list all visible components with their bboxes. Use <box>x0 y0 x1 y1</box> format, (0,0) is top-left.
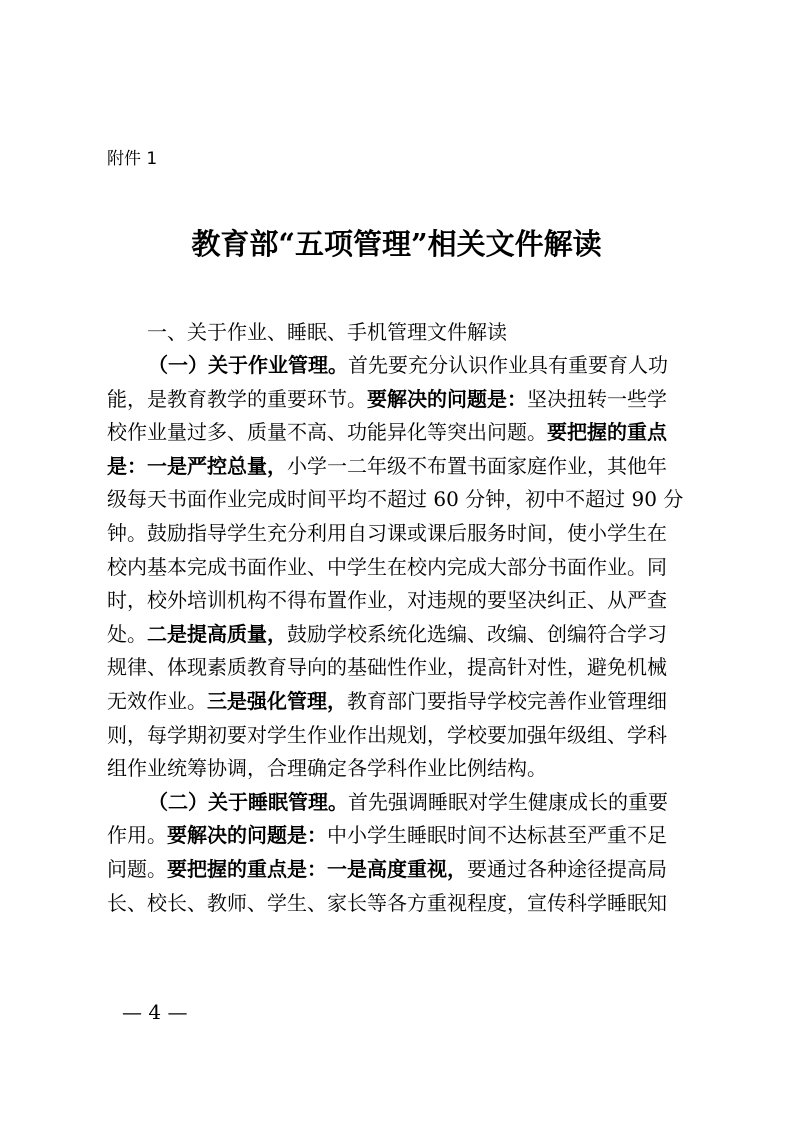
document-title: 教育部“五项管理”相关文件解读 <box>191 227 602 261</box>
body-line <box>107 483 693 517</box>
body-line <box>107 416 693 450</box>
text-run: 作用。 <box>107 823 167 848</box>
bold-run: 要解决的问题是： <box>167 823 327 848</box>
text-run: 坚决扭转一些学 <box>527 386 667 411</box>
text-run: 首先要充分认识作业具有重要育人功 <box>348 353 668 377</box>
bold-run: 二是提高质量， <box>147 621 287 646</box>
body-text <box>107 349 693 920</box>
body-line <box>107 752 693 786</box>
text-run: 则，每学期初要对学生作业作出规划，学校要加强年级组、学科 <box>107 722 667 747</box>
body-line <box>107 651 693 685</box>
body-line <box>107 853 693 887</box>
text-run: 首先强调睡眠对学生健康成长的重要 <box>348 789 668 814</box>
body-line <box>107 584 693 618</box>
bold-run: 要把握的重点是：一是高度重视， <box>167 856 467 881</box>
text-run: 组作业统筹协调，合理确定各学科作业比例结构。 <box>107 756 547 781</box>
body-line <box>107 819 693 853</box>
text-run: 规律、体现素质教育导向的基础性作业，提高针对性，避免机械 <box>107 655 667 680</box>
text-run: 鼓励学校系统化选编、改编、创编符合学习 <box>287 621 667 646</box>
text-run: 小学一二年级不布置书面家庭作业，其他年 <box>287 453 667 478</box>
text-run: 处。 <box>107 621 147 646</box>
body-line <box>107 719 693 753</box>
attachment-label: 附件 1 <box>107 149 158 169</box>
body-line <box>107 450 693 484</box>
text-run: 钟。鼓励指导学生充分利用自习课或课后服务时间，使小学生在 <box>107 520 667 545</box>
body-line <box>107 517 693 551</box>
text-run: 长、校长、教师、学生、家长等各方重视程度，宣传科学睡眠知 <box>107 890 667 915</box>
bold-run: 三是强化管理， <box>207 688 347 713</box>
body-line <box>107 618 693 652</box>
text-run: 要通过各种途径提高局 <box>467 856 667 881</box>
text-run: 校内基本完成书面作业、中学生在校内完成大部分书面作业。同 <box>107 554 667 579</box>
bold-run: 要解决的问题是： <box>367 386 527 411</box>
text-run: 教育部门要指导学校完善作业管理细 <box>347 688 667 713</box>
body-line <box>107 786 693 820</box>
body-line <box>107 887 693 921</box>
bold-run: 要把握的重点 <box>547 420 667 445</box>
body-line <box>107 349 693 383</box>
text-run: 级每天书面作业完成时间平均不超过 60 分钟，初中不超过 90 分 <box>107 487 684 512</box>
body-line <box>107 551 693 585</box>
bold-run: 是：一是严控总量， <box>107 453 287 478</box>
text-run: 能，是教育教学的重要环节。 <box>107 386 367 411</box>
bold-run: （一）关于作业管理。 <box>148 353 348 377</box>
section-heading: 一、关于作业、睡眠、手机管理文件解读 <box>147 320 507 344</box>
body-line <box>107 685 693 719</box>
text-run: 时，校外培训机构不得布置作业，对违规的要坚决纠正、从严查 <box>107 588 667 613</box>
text-run: 无效作业。 <box>107 688 207 713</box>
text-run: 中小学生睡眠时间不达标甚至严重不足 <box>327 823 667 848</box>
body-line <box>107 383 693 417</box>
bold-run: （二）关于睡眠管理。 <box>148 789 348 814</box>
text-run: 校作业量过多、质量不高、功能异化等突出问题。 <box>107 420 547 445</box>
text-run: 问题。 <box>107 856 167 881</box>
page-number: — 4 — <box>122 1000 188 1024</box>
